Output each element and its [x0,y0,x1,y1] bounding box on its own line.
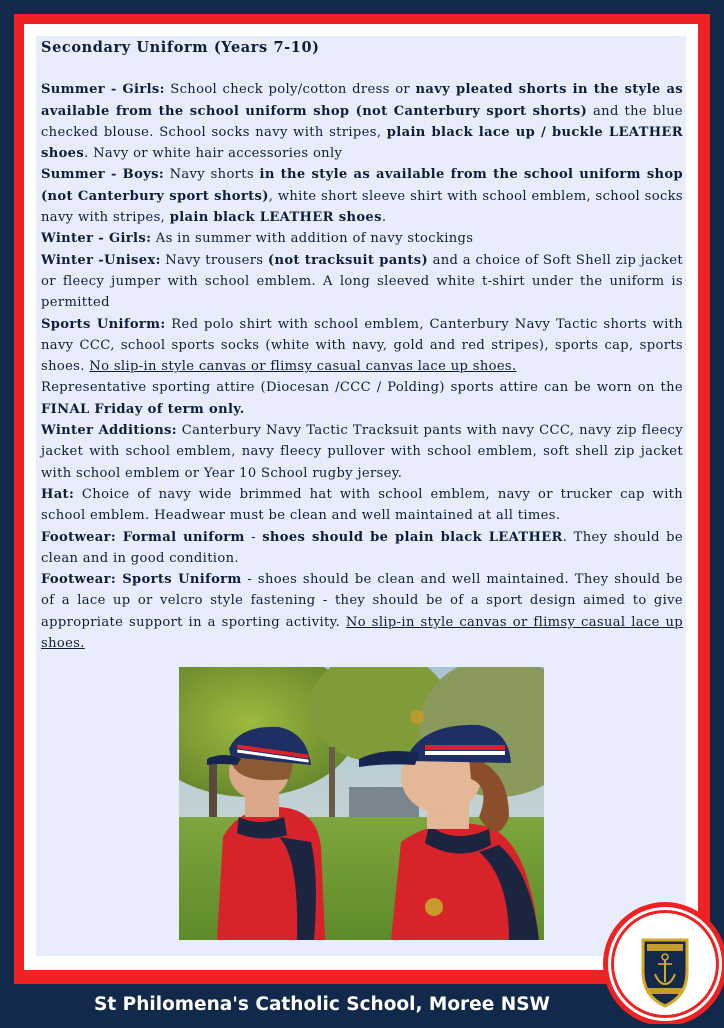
representative-attire-bold-1: FINAL Friday of term only. [41,401,245,417]
winter-girls-text-1: As in summer with addition of navy stockings [151,231,474,247]
sports-uniform-label: Sports Uniform: [41,316,166,332]
summer-girls-paragraph [41,79,683,164]
summer-girls-text-1: School check poly/cotton dress or [164,82,416,98]
footwear-formal-text-1: - [244,529,263,545]
summer-boys-text-1: Navy shorts [164,167,260,183]
hat-label: Hat: [41,486,75,502]
summer-boys-bold-1: in the style as available from the school uniform shop (not Canterbury sport shorts) [41,167,683,204]
footwear-sports-underline-1: No slip-in style canvas or flimsy casual lace up shoes. [41,614,683,652]
summer-boys-text-3: . [381,210,387,226]
winter-unisex-text-1: Navy trousers [160,252,268,268]
representative-attire-text-1: Representative sporting attire (Diocesan /CCC / Polding) sports attire can be worn on the [41,380,683,396]
summer-boys-label: Summer - Boys: [41,167,165,183]
representative-attire-paragraph [41,377,683,420]
winter-additions-text-1: Canterbury Navy Tactic Tracksuit pants with navy CCC, navy zip fleecy jacket with school emblem, navy fleecy pullover with school emblem, soft shell zip jacket with school emblem or Year 10 School rugby jersey. [41,423,683,481]
sports-uniform-text-1: Red polo shirt with school emblem, Canterbury Navy Tactic shorts with navy CCC, school sports socks (white with navy, gold and red stripes), sports cap, sports shoes. [41,316,684,375]
students-uniform-photo [179,667,544,940]
winter-unisex-paragraph [41,250,683,314]
page-title: Secondary Uniform (Years 7-10) [41,39,320,56]
footwear-sports-paragraph [41,569,683,654]
summer-boys-bold-2: plain black LEATHER shoes [169,210,382,226]
winter-additions-paragraph [41,420,683,484]
summer-girls-bold-2: plain black lace up / buckle LEATHER shoes [41,124,683,162]
hat-paragraph [41,484,683,527]
summer-girls-bold-1: navy pleated shorts in the style as available from the school uniform shop (not Canterbury sport shorts) [41,82,683,119]
winter-girls-paragraph [41,228,683,249]
footwear-formal-text-2: . They should be clean and in good condition. [41,529,683,566]
summer-boys-paragraph [41,164,683,228]
footwear-formal-paragraph [41,527,683,570]
summer-girls-text-2: and the blue checked blouse. School socks navy with stripes, [41,103,683,140]
hat-text-1: Choice of navy wide brimmed hat with school emblem, navy or trucker cap with school emblem. Headwear must be clean and well maintained at all times. [41,486,683,524]
school-crest-anchor-icon [603,902,724,1024]
summer-girls-text-3: . Navy or white hair accessories only [84,146,343,162]
footwear-formal-bold-1: shoes should be plain black LEATHER [262,529,563,545]
winter-girls-label: Winter - Girls: [41,231,152,247]
winter-unisex-text-2: and a choice of Soft Shell zip jacket or fleecy jumper with school emblem. A long sleeved white t-shirt under the uniform is permitted [41,252,683,311]
winter-unisex-bold-1: (not tracksuit pants) [267,252,429,268]
summer-boys-text-2: , white short sleeve shirt with school emblem, school socks navy with stripes, [41,188,683,226]
crest-badge-svg [603,902,724,1024]
winter-additions-label: Winter Additions: [41,423,177,439]
footwear-sports-text-1: - shoes should be clean and well maintained. They should be of a lace up or velcro style fastening - they should be of a sport design aimed to give appropriate support in a sporting activity. [41,572,683,630]
winter-unisex-label: Winter -Unisex: [41,252,161,268]
sports-uniform-paragraph [41,314,683,378]
footwear-formal-label: Footwear: Formal uniform [41,529,245,545]
footwear-sports-label: Footwear: Sports Uniform [41,572,242,588]
footer-school-name: St Philomena's Catholic School, Moree NSW [94,993,550,1015]
students-photo-illustration [179,667,544,940]
uniform-document [41,37,683,654]
summer-girls-label: Summer - Girls: [41,82,165,98]
sports-uniform-underline-1: No slip-in style canvas or flimsy casual canvas lace up shoes. [89,359,517,375]
